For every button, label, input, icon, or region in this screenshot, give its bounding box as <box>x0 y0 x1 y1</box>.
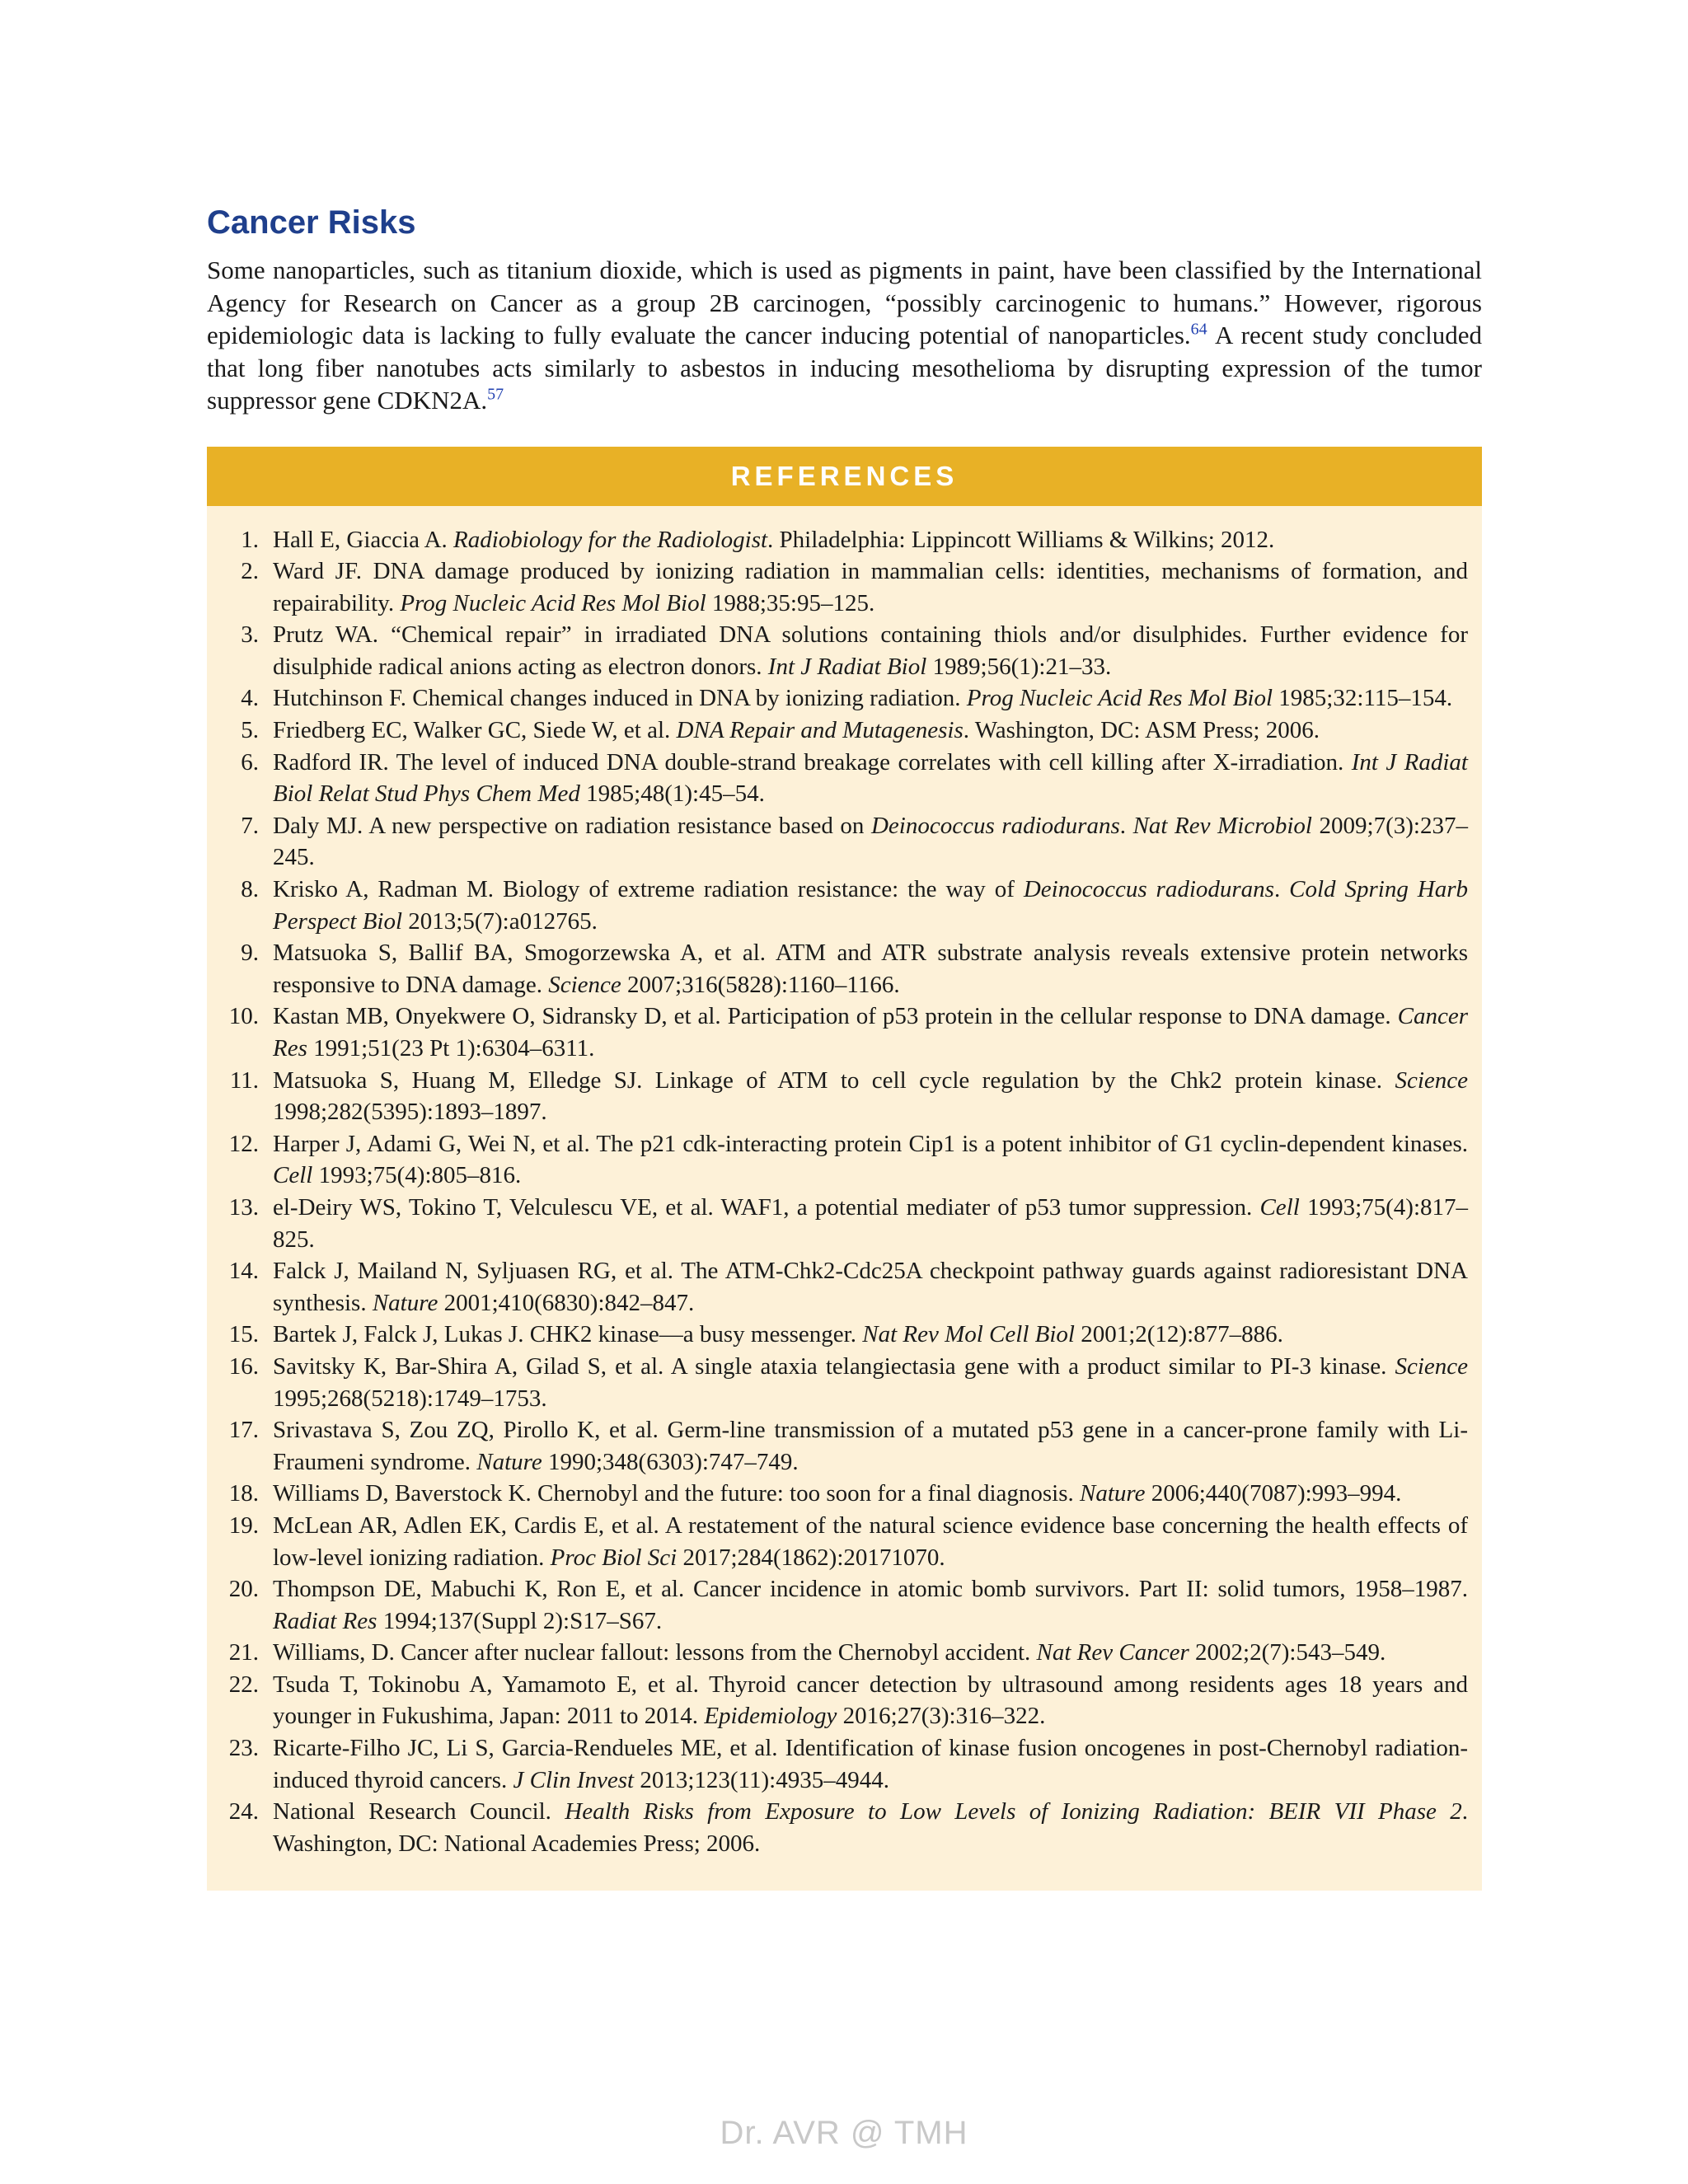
reference-item <box>207 1319 1468 1351</box>
reference-text-part: . Washington, DC: ASM Press; 2006. <box>963 717 1320 744</box>
reference-number: 6. <box>241 748 259 776</box>
reference-text-part: 1994;137(Suppl 2):S17–S67. <box>377 1607 663 1634</box>
reference-item <box>207 524 1468 556</box>
reference-text-part: 2016;27(3):316–322. <box>837 1703 1046 1730</box>
reference-item <box>207 1573 1468 1637</box>
reference-text <box>273 1001 1468 1064</box>
reference-number: 18. <box>228 1480 259 1507</box>
reference-title-italic: Prog Nucleic Acid Res Mol Biol <box>966 685 1273 712</box>
reference-text-part: Hutchinson F. Chemical changes induced in DNA by ionizing radiation. <box>273 685 967 712</box>
reference-text <box>273 1351 1468 1414</box>
reference-text <box>273 715 1468 747</box>
reference-text-part: Matsuoka S, Ballif BA, Smogorzewska A, et al. ATM and ATR substrate analysis reveals extensive protein networks responsive to DNA damage. <box>273 940 1468 998</box>
paragraph-text: A recent study concluded that long fiber nanotubes acts similarly to asbestos in inducing mesothelioma by disrupting expression of the tumor suppressor gene CDKN2A. <box>207 321 1482 415</box>
reference-title-italic: Int J Radiat Biol Relat Stud Phys Chem Med <box>273 748 1468 808</box>
reference-text <box>273 1796 1468 1859</box>
reference-title-italic: Epidemiology <box>704 1703 837 1730</box>
reference-text-part: 1991;51(23 Pt 1):6304–6311. <box>307 1035 595 1062</box>
reference-text <box>273 1732 1468 1796</box>
reference-title-italic: Nat Rev Microbiol <box>1132 812 1312 839</box>
reference-text-part: McLean AR, Adlen EK, Cardis E, et al. A restatement of the natural science evidence base concerning the health effects of low-level ionizing radiation. <box>273 1511 1468 1571</box>
reference-text-part: Matsuoka S, Huang M, Elledge SJ. Linkage of ATM to cell cycle regulation by the Chk2 protein kinase. <box>273 1066 1395 1094</box>
section-title: Cancer Risks <box>207 204 416 241</box>
reference-item <box>207 937 1468 1001</box>
reference-text <box>273 1637 1468 1669</box>
reference-text <box>273 524 1468 556</box>
reference-text-part: Srivastava S, Zou ZQ, Pirollo K, et al. Germ-line transmission of a mutated p53 gene in a cancer-prone family with Li-Fraumeni syndrome. <box>273 1417 1468 1475</box>
reference-number: 21. <box>228 1639 259 1666</box>
reference-text <box>273 1669 1468 1732</box>
reference-text <box>273 747 1468 810</box>
reference-title-italic: Nature <box>476 1448 542 1475</box>
reference-text-part: 2013;5(7):a012765. <box>402 907 598 935</box>
reference-number: 11. <box>229 1066 259 1094</box>
reference-number: 13. <box>228 1193 259 1221</box>
reference-text-part: 1985;48(1):45–54. <box>579 780 765 808</box>
reference-text <box>273 682 1468 715</box>
reference-text <box>273 1255 1468 1319</box>
reference-text <box>273 874 1468 937</box>
reference-text-part: 2006;440(7087):993–994. <box>1145 1480 1402 1507</box>
watermark: Dr. AVR @ TMH <box>720 2115 968 2151</box>
reference-text-part: 2001;410(6830):842–847. <box>438 1289 695 1316</box>
reference-title-italic: Deinococcus radiodurans <box>870 812 1120 839</box>
reference-number: 14. <box>228 1258 259 1285</box>
reference-number: 24. <box>228 1798 259 1825</box>
reference-text-part: Ricarte-Filho JC, Li S, Garcia-Rendueles ME, et al. Identification of kinase fusion oncogenes in post-Chernobyl radiation-induced thyroid cancers. <box>273 1735 1468 1793</box>
reference-title-italic: DNA Repair and Mutagenesis <box>676 717 964 744</box>
reference-title-italic: Int J Radiat Biol <box>767 653 927 680</box>
reference-item <box>207 1478 1468 1510</box>
reference-item <box>207 810 1468 874</box>
reference-title-italic: Cold Spring Harb Perspect Biol <box>273 876 1468 935</box>
reference-item <box>207 715 1468 747</box>
page-content <box>207 203 1482 1891</box>
reference-text-part: 1989;56(1):21–33. <box>926 653 1112 680</box>
reference-text <box>273 810 1468 874</box>
reference-number: 19. <box>228 1511 259 1539</box>
reference-text-part: 1998;282(5395):1893–1897. <box>273 1099 547 1126</box>
reference-number: 20. <box>228 1576 259 1603</box>
reference-text <box>273 1510 1468 1573</box>
reference-text-part: Falck J, Mailand N, Syljuasen RG, et al. The ATM-Chk2-Cdc25A checkpoint pathway guards against radioresistant DNA synthesis. <box>273 1258 1468 1316</box>
references-header: REFERENCES <box>207 447 1482 506</box>
reference-number: 8. <box>241 876 259 903</box>
reference-title-italic: J Clin Invest <box>513 1766 635 1793</box>
reference-number: 9. <box>241 940 259 967</box>
reference-title-italic: Radiobiology for the Radiologist <box>453 526 768 553</box>
reference-text-part: el-Deiry WS, Tokino T, Velculescu VE, et al. WAF1, a potential mediater of p53 tumor suppression. <box>273 1193 1260 1221</box>
reference-text-part: . <box>1119 812 1133 839</box>
reference-text-part: Radford IR. The level of induced DNA double-strand breakage correlates with cell killing after X-irradiation. <box>273 748 1352 776</box>
reference-title-italic: Science <box>1395 1352 1468 1380</box>
reference-item <box>207 1065 1468 1128</box>
reference-title-italic: Science <box>1395 1066 1468 1094</box>
reference-title-italic: Prog Nucleic Acid Res Mol Biol <box>400 589 706 616</box>
reference-text-part: . <box>1273 876 1290 903</box>
reference-text-part: 2013;123(11):4935–4944. <box>634 1766 889 1793</box>
reference-number: 7. <box>241 812 259 839</box>
reference-text-part: National Research Council. <box>273 1798 565 1825</box>
reference-number: 4. <box>241 685 259 712</box>
reference-text <box>273 1065 1468 1128</box>
reference-number: 22. <box>228 1671 259 1698</box>
reference-text-part: 1990;348(6303):747–749. <box>542 1448 799 1475</box>
reference-item <box>207 747 1468 810</box>
reference-text <box>273 1573 1468 1637</box>
reference-item <box>207 1192 1468 1255</box>
reference-number: 15. <box>228 1321 259 1348</box>
reference-text-part: 1993;75(4):817–825. <box>273 1193 1469 1253</box>
reference-number: 23. <box>228 1735 259 1762</box>
reference-text-part: Savitsky K, Bar-Shira A, Gilad S, et al. A single ataxia telangiectasia gene with a product similar to PI-3 kinase. <box>273 1352 1395 1380</box>
reference-item <box>207 682 1468 715</box>
reference-text <box>273 1414 1468 1478</box>
reference-item <box>207 1351 1468 1414</box>
reference-text-part: Bartek J, Falck J, Lukas J. CHK2 kinase—a busy messenger. <box>273 1321 863 1348</box>
reference-title-italic: Nature <box>1080 1480 1146 1507</box>
reference-title-italic: Science <box>548 971 621 998</box>
reference-number: 10. <box>228 1003 259 1030</box>
reference-text-part: 1995;268(5218):1749–1753. <box>273 1385 547 1412</box>
reference-text-part: Krisko A, Radman M. Biology of extreme radiation resistance: the way of <box>273 876 1024 903</box>
reference-text <box>273 555 1468 619</box>
reference-number: 1. <box>241 526 259 553</box>
reference-number: 17. <box>228 1417 259 1444</box>
reference-text-part: Hall E, Giaccia A. <box>273 526 454 553</box>
reference-number: 5. <box>241 717 259 744</box>
reference-text <box>273 1319 1468 1351</box>
reference-text <box>273 1478 1468 1510</box>
reference-text-part: 1985;32:115–154. <box>1273 685 1453 712</box>
references-list <box>207 506 1482 1860</box>
reference-text-part: Williams, D. Cancer after nuclear fallout: lessons from the Chernobyl accident. <box>273 1639 1037 1666</box>
reference-number: 2. <box>241 558 259 585</box>
reference-text <box>273 1192 1468 1255</box>
reference-item <box>207 1796 1468 1859</box>
reference-text-part: Williams D, Baverstock K. Chernobyl and the future: too soon for a final diagnosis. <box>273 1480 1081 1507</box>
reference-title-italic: Nat Rev Cancer <box>1036 1639 1189 1666</box>
reference-title-italic: Nat Rev Mol Cell Biol <box>862 1321 1075 1348</box>
reference-text <box>273 1128 1468 1192</box>
reference-title-italic: Proc Biol Sci <box>550 1544 678 1571</box>
reference-text-part: 2017;284(1862):20171070. <box>677 1544 945 1571</box>
reference-text-part: Prutz WA. “Chemical repair” in irradiated DNA solutions containing thiols and/or disulphides. Further evidence for disulphide radical anions acting as electron donors. <box>273 621 1468 680</box>
reference-item <box>207 1510 1468 1573</box>
paragraph-text: Some nanoparticles, such as titanium dioxide, which is used as pigments in paint, have been classified by the International Agency for Research on Cancer as a group 2B carcinogen, “possibly carcinogenic to humans.” However, rigorous epidemiologic data is lacking to fully evaluate the cancer inducing potential of nanoparticles. <box>207 255 1482 349</box>
reference-text-part: . Washington, DC: National Academies Press; 2006. <box>273 1798 1468 1857</box>
reference-text-part: . Philadelphia: Lippincott Williams & Wilkins; 2012. <box>767 526 1275 553</box>
reference-item <box>207 1732 1468 1796</box>
references-box <box>207 447 1482 1891</box>
citation-link[interactable]: 64 <box>1190 320 1207 339</box>
reference-item <box>207 1255 1468 1319</box>
reference-item <box>207 1637 1468 1669</box>
reference-title-italic: Nature <box>372 1289 438 1316</box>
reference-title-italic: Cell <box>273 1162 313 1189</box>
reference-item <box>207 1414 1468 1478</box>
reference-text-part: Daly MJ. A new perspective on radiation resistance based on <box>273 812 871 839</box>
citation-link[interactable]: 57 <box>487 385 504 404</box>
reference-text-part: 2009;7(3):237–245. <box>273 812 1468 871</box>
reference-text-part: Tsuda T, Tokinobu A, Yamamoto E, et al. Thyroid cancer detection by ultrasound among residents ages 18 years and younger in Fukushima, Japan: 2011 to 2014. <box>273 1671 1468 1730</box>
reference-title-italic: Health Risks from Exposure to Low Levels of Ionizing Radiation: BEIR VII Phase 2 <box>565 1798 1462 1825</box>
reference-item <box>207 1128 1468 1192</box>
reference-item <box>207 874 1468 937</box>
reference-item <box>207 555 1468 619</box>
reference-text-part: 1993;75(4):805–816. <box>312 1162 522 1189</box>
reference-number: 3. <box>241 621 259 649</box>
reference-number: 16. <box>228 1352 259 1380</box>
reference-number: 12. <box>228 1130 259 1157</box>
reference-item <box>207 1001 1468 1064</box>
reference-text-part: Thompson DE, Mabuchi K, Ron E, et al. Cancer incidence in atomic bomb survivors. Part II: solid tumors, 1958–1987. <box>273 1576 1468 1603</box>
reference-text-part: Harper J, Adami G, Wei N, et al. The p21 cdk-interacting protein Cip1 is a potent inhibitor of G1 cyclin-dependent kinases. <box>273 1130 1468 1157</box>
reference-text-part: Kastan MB, Onyekwere O, Sidransky D, et al. Participation of p53 protein in the cellular response to DNA damage. <box>273 1003 1398 1030</box>
reference-text-part: 2001;2(12):877–886. <box>1074 1321 1283 1348</box>
reference-title-italic: Cancer Res <box>273 1003 1468 1062</box>
reference-text-part: 1988;35:95–125. <box>706 589 875 616</box>
body-paragraph <box>207 254 1482 417</box>
reference-title-italic: Cell <box>1259 1193 1300 1221</box>
reference-text-part: 2002;2(7):543–549. <box>1189 1639 1386 1666</box>
reference-item <box>207 619 1468 682</box>
reference-text-part: Friedberg EC, Walker GC, Siede W, et al. <box>273 717 677 744</box>
reference-title-italic: Deinococcus radiodurans <box>1023 876 1274 903</box>
reference-title-italic: Radiat Res <box>273 1607 377 1634</box>
reference-text-part: Ward JF. DNA damage produced by ionizing radiation in mammalian cells: identities, mechanisms of formation, and repairability. <box>273 558 1468 616</box>
reference-text <box>273 937 1468 1001</box>
reference-text-part: 2007;316(5828):1160–1166. <box>621 971 900 998</box>
reference-text <box>273 619 1468 682</box>
reference-item <box>207 1669 1468 1732</box>
